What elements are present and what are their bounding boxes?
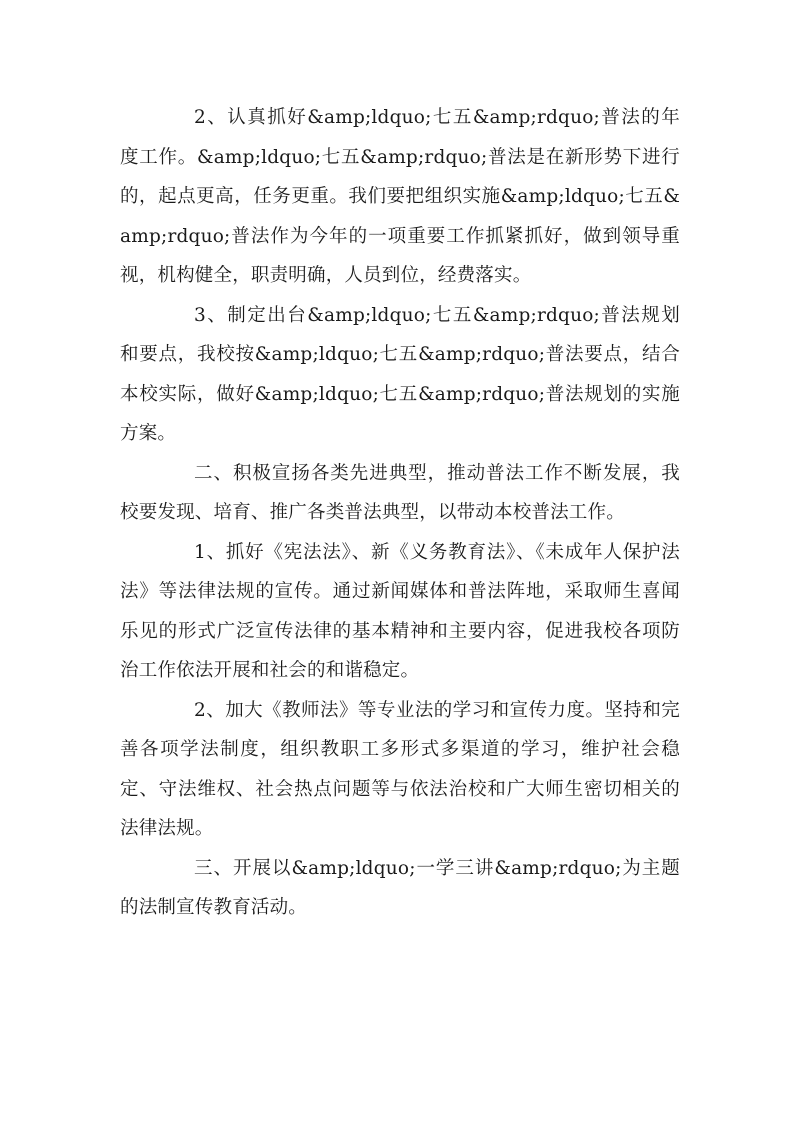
paragraph-promote-models: 二、积极宣扬各类先进典型，推动普法工作不断发展，我校要发现、培育、推广各类普法典型，以带动本校普法工作。	[120, 462, 680, 523]
paragraph-teacher-law: 2、加大《教师法》等专业法的学习和宣传力度。坚持和完善各项学法制度，组织教职工多形式多渠道的学习，维护社会稳定、守法维权、社会热点问题等与依法治校和广大师生密切相关的法律法规。	[120, 699, 680, 839]
paragraph-annual-work: 2、认真抓好&amp;ldquo;七五&amp;rdquo;普法的年度工作。&amp;ldquo;七五&amp;rdquo;普法是在新形势下进行的，起点更高，任务更重。我们要把组织实施&amp;ldquo;七五&amp;rdquo;普法作为今年的一项重要工作抓紧抓好，做到领导重视，机构健全，职责明确，人员到位，经费落实。	[120, 107, 680, 286]
document-body	[120, 98, 680, 928]
paragraph-education-campaign: 三、开展以&amp;ldquo;一学三讲&amp;rdquo;为主题的法制宣传教育活动。	[120, 857, 680, 918]
paragraph-law-publicity: 1、抓好《宪法法》、新《义务教育法》、《未成年人保护法法》等法律法规的宣传。通过新闻媒体和普法阵地，采取师生喜闻乐见的形式广泛宣传法律的基本精神和主要内容，促进我校各项防治工作依法开展和社会的和谐稳定。	[120, 541, 680, 681]
paragraph-plan-and-points: 3、制定出台&amp;ldquo;七五&amp;rdquo;普法规划和要点，我校按&amp;ldquo;七五&amp;rdquo;普法要点，结合本校实际，做好&amp;ldquo;七五&amp;rdquo;普法规划的实施方案。	[120, 304, 680, 444]
